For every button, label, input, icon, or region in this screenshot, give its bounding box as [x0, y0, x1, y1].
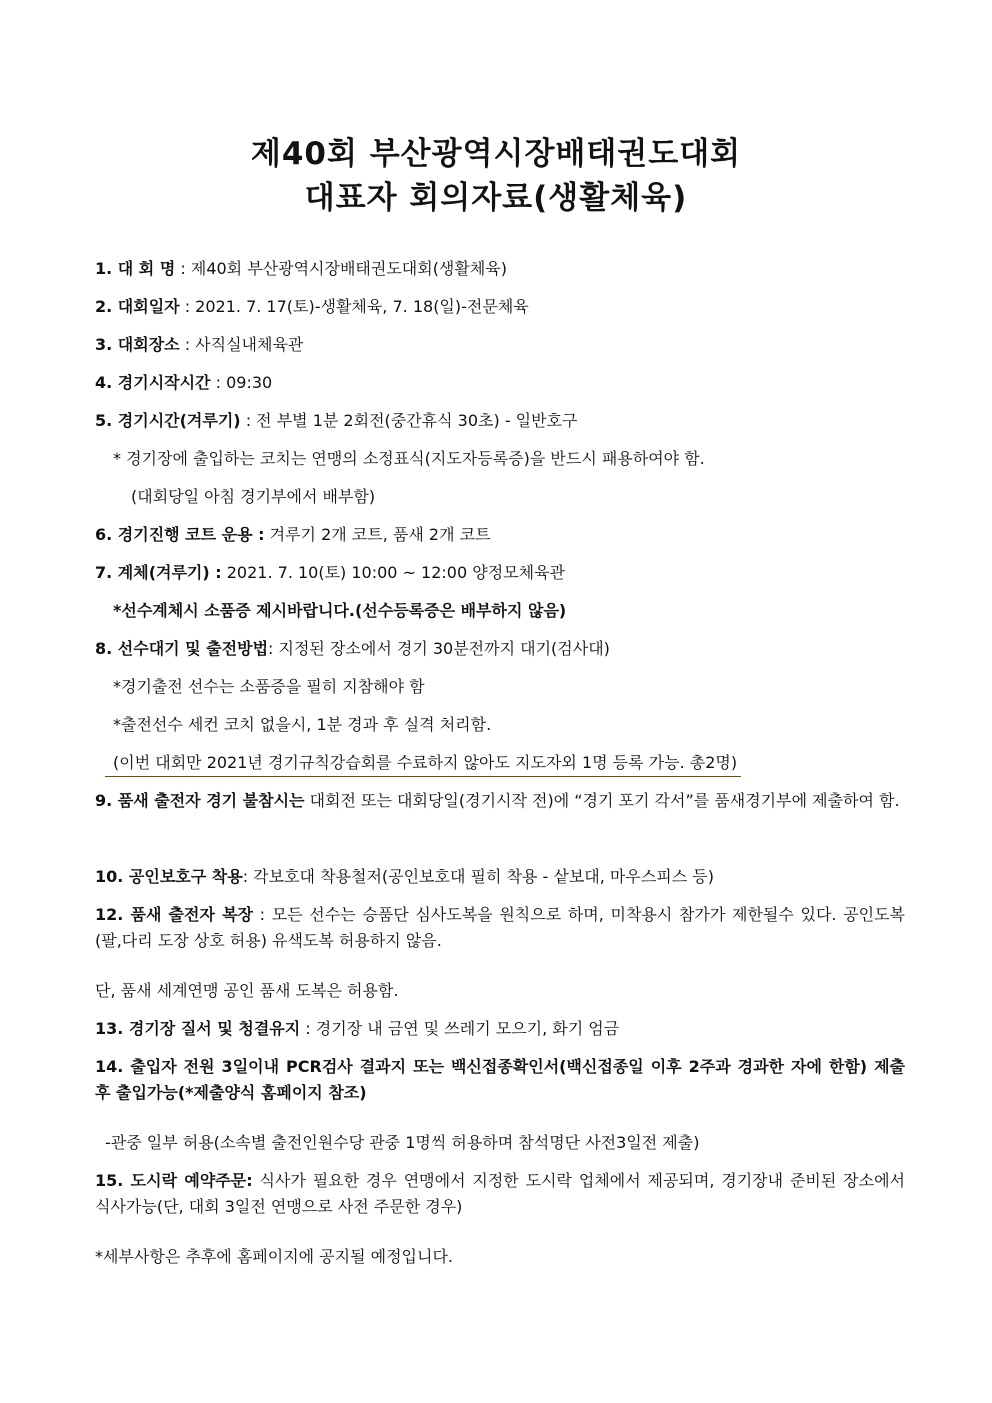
note-12: 단, 품새 세계연맹 공인 품새 도복은 허용함. — [95, 981, 399, 1000]
item-text: 대회전 또는 대회당일(경기시작 전)에 “경기 포기 각서”를 품새경기부에 제출하여 함. — [304, 791, 900, 810]
item-text: : 사직실내체육관 — [179, 335, 304, 354]
item-2 — [95, 294, 905, 332]
item-15 — [95, 1168, 905, 1244]
item-1 — [95, 256, 905, 294]
item-label: 15. 도시락 예약주문: — [95, 1171, 253, 1190]
item-label: 13. 경기장 질서 및 청결유지 — [95, 1019, 301, 1038]
document-title-line1: 제40회 부산광역시장배태권도대회 — [250, 136, 742, 172]
item-9 — [95, 788, 905, 864]
item-label: 3. 대회장소 — [95, 335, 180, 354]
item-text: : 지정된 장소에서 경기 30분전까지 대기(검사대) — [268, 639, 610, 658]
document-title-line2: 대표자 회의자료(생활체육) — [304, 180, 688, 216]
item-13 — [95, 1016, 905, 1054]
item-3 — [95, 332, 905, 370]
item-text: 겨루기 2개 코트, 품새 2개 코트 — [264, 525, 491, 544]
item-label: 7. 계체(겨루기) : — [95, 563, 222, 582]
item-text: : 모든 선수는 승품단 심사도복을 원칙으로 하며, 미착용시 참가가 제한될수 있다. 공인도복(팔,다리 도장 상호 허용) 유색도복 허용하지 않음. — [95, 905, 905, 950]
note-8b: *출전선수 세컨 코치 없을시, 1분 경과 후 실격 처리함. — [113, 715, 492, 734]
footer-note: *세부사항은 추후에 홈페이지에 공지될 예정입니다. — [95, 1247, 454, 1266]
item-text: : 09:30 — [210, 373, 273, 392]
note-14: -관중 일부 허용(소속별 출전인원수당 관중 1명씩 허용하며 참석명단 사전3일전 제출) — [105, 1133, 700, 1152]
item-label: 4. 경기시작시간 — [95, 373, 211, 392]
item-label: 5. 경기시간(겨루기) — [95, 411, 241, 430]
item-4 — [95, 370, 905, 408]
item-label: 1. 대 회 명 — [95, 259, 176, 278]
item-text: 식사가 필요한 경우 연맹에서 지정한 도시락 업체에서 제공되며, 경기장내 준비된 장소에서 식사가능(단, 대회 3일전 연맹으로 사전 주문한 경우) — [95, 1171, 906, 1216]
item-7 — [95, 560, 905, 598]
item-label: 8. 선수대기 및 출전방법 — [95, 639, 269, 658]
note-8a: *경기출전 선수는 소품증을 필히 지참해야 함 — [113, 677, 425, 696]
item-label: 6. 경기진행 코트 운용 : — [95, 525, 265, 544]
item-14: 14. 출입자 전원 3일이내 PCR검사 결과지 또는 백신접종확인서(백신접종일 이후 2주과 경과한 자에 한함) 제출 후 출입가능(*제출양식 홈페이지 참조) — [95, 1057, 905, 1102]
note-8c-underlined: (이번 대회만 2021년 경기규칙강습회를 수료하지 않아도 지도자외 1명 등록 가능. 총2명) — [105, 751, 741, 777]
item-12 — [95, 902, 905, 978]
document-body — [95, 256, 905, 1282]
item-text: 2021. 7. 10(토) 10:00 ~ 12:00 양정모체육관 — [221, 563, 565, 582]
item-5 — [95, 408, 905, 446]
item-label: 10. 공인보호구 착용 — [95, 867, 243, 886]
item-text: : 2021. 7. 17(토)-생활체육, 7. 18(일)-전문체육 — [179, 297, 529, 316]
item-text: : 각보호대 착용철저(공인보호대 필히 착용 - 샅보대, 마우스피스 등) — [242, 867, 714, 886]
item-6 — [95, 522, 905, 560]
note-8c-row — [95, 750, 905, 788]
item-label: 9. 품새 출전자 경기 불참시는 — [95, 791, 305, 810]
item-label: 12. 품새 출전자 복장 — [95, 905, 253, 924]
item-label: 2. 대회일자 — [95, 297, 180, 316]
item-10 — [95, 864, 905, 902]
note-5b: (대회당일 아침 경기부에서 배부함) — [131, 487, 376, 506]
item-8 — [95, 636, 905, 674]
item-text: : 전 부별 1분 2회전(중간휴식 30초) - 일반호구 — [240, 411, 578, 430]
item-text: : 경기장 내 금연 및 쓰레기 모으기, 화기 엄금 — [300, 1019, 620, 1038]
item-text: : 제40회 부산광역시장배태권도대회(생활체육) — [175, 259, 507, 278]
note-7: *선수계체시 소품증 제시바랍니다.(선수등록증은 배부하지 않음) — [113, 601, 567, 620]
note-5a: * 경기장에 출입하는 코치는 연맹의 소정표식(지도자등록증)을 반드시 패용하여야 함. — [113, 449, 705, 468]
